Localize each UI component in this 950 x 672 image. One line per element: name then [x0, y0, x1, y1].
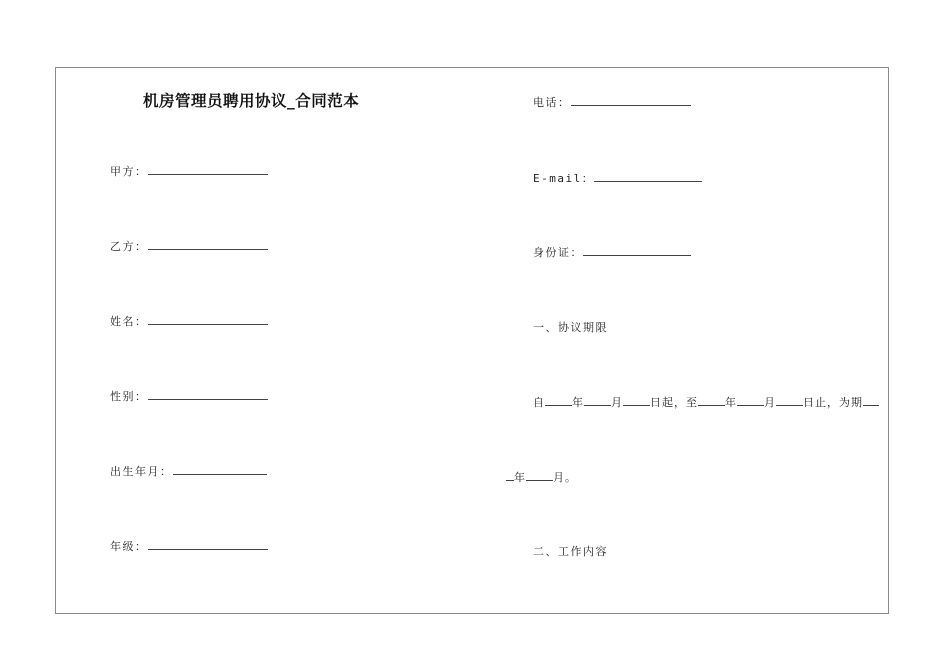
document-title: 机房管理员聘用协议_合同范本 [143, 92, 360, 110]
field-label: 年级： [110, 540, 148, 553]
field-label: 电话： [533, 96, 571, 109]
blank-line[interactable] [545, 394, 572, 406]
blank-line[interactable] [737, 394, 764, 406]
term-text: 月 [611, 396, 623, 409]
term-line-1 [533, 394, 879, 410]
field-label: 性别： [110, 390, 148, 403]
field-label: E-mail： [533, 172, 595, 185]
blank-line[interactable] [148, 313, 268, 325]
document-page [55, 67, 889, 614]
blank-line[interactable] [698, 394, 725, 406]
blank-line[interactable] [571, 94, 691, 106]
term-text: 月 [764, 396, 776, 409]
blank-line[interactable] [623, 394, 650, 406]
blank-line[interactable] [148, 238, 268, 250]
field-grade [110, 538, 268, 554]
field-label: 身份证： [533, 246, 583, 259]
field-name [110, 313, 268, 329]
blank-line[interactable] [173, 463, 267, 475]
field-email [533, 170, 702, 186]
field-label: 姓名： [110, 315, 148, 328]
term-text: 年 [514, 471, 526, 484]
field-gender [110, 388, 268, 404]
term-text: 年 [725, 396, 737, 409]
term-text: 月。 [553, 471, 577, 484]
blank-line[interactable] [506, 469, 514, 481]
blank-line[interactable] [863, 394, 879, 406]
blank-line[interactable] [594, 170, 702, 182]
term-text: 年 [572, 396, 584, 409]
blank-line[interactable] [148, 388, 268, 400]
term-line-2 [506, 469, 577, 485]
term-text: 自 [533, 396, 545, 409]
term-text: 日起，至 [650, 396, 698, 409]
field-id-card [533, 244, 691, 260]
field-label: 甲方： [110, 165, 148, 178]
field-birth-date [110, 463, 267, 479]
blank-line[interactable] [583, 244, 691, 256]
section-heading-term: 一、协议期限 [533, 321, 608, 334]
field-party-b [110, 238, 268, 254]
blank-line[interactable] [584, 394, 611, 406]
term-text: 日止，为期 [803, 396, 863, 409]
blank-line[interactable] [148, 163, 268, 175]
blank-line[interactable] [526, 469, 553, 481]
blank-line[interactable] [148, 538, 268, 550]
section-heading-work-content: 二、工作内容 [533, 545, 608, 558]
field-label: 乙方： [110, 240, 148, 253]
field-phone [533, 94, 691, 110]
field-party-a [110, 163, 268, 179]
blank-line[interactable] [776, 394, 803, 406]
field-label: 出生年月： [110, 465, 173, 478]
